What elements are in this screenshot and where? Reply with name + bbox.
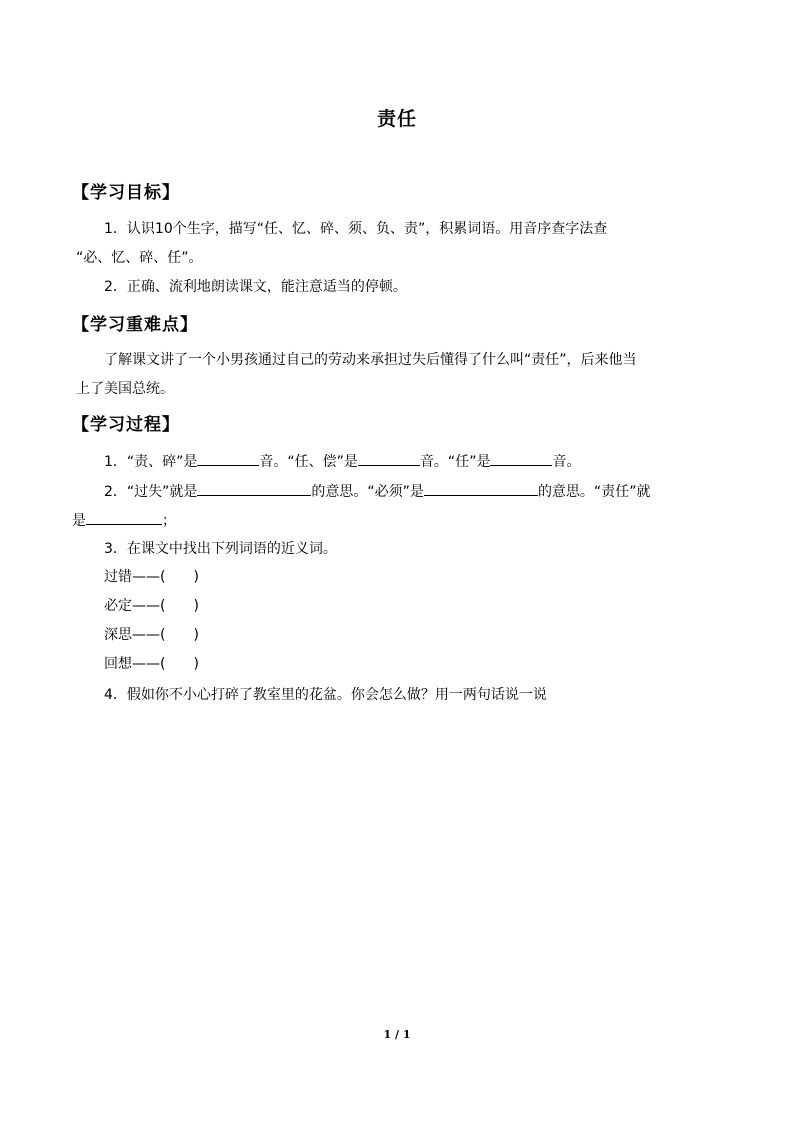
key-points-line-1: 了解课文讲了一个小男孩通过自己的劳动来承担过失后懂得了什么叫“责任”，后来他当 [104, 352, 637, 368]
question-2-line-2-end: ； [162, 513, 176, 529]
question-3-prompt: 3．在课文中找出下列词语的近义词。 [104, 541, 337, 557]
synonym-item: 深思——( ) [104, 627, 199, 643]
section-heading-goals: 【学习目标】 [72, 183, 180, 203]
synonym-item: 回想——( ) [104, 656, 199, 672]
section-heading-process: 【学习过程】 [72, 415, 180, 435]
goal-item-1-line-2: “必、忆、碎、任”。 [76, 250, 203, 266]
question-1 [104, 451, 580, 472]
question-2-part-2: 的意思。“必须”是 [311, 484, 424, 500]
question-1-part-4: 音。 [552, 454, 581, 470]
page-number: 1 / 1 [383, 1028, 411, 1041]
question-4-prompt: 4．假如你不小心打碎了教室里的花盆。你会怎么做？用一两句话说一说 [104, 687, 547, 703]
question-2-part-1: 2．“过失”就是 [104, 484, 198, 500]
question-1-part-1: 1．“责、碎”是 [104, 454, 198, 470]
answer-blank[interactable] [358, 451, 420, 466]
answer-blank[interactable] [490, 451, 552, 466]
question-1-part-3: 音。“任”是 [419, 454, 491, 470]
answer-blank[interactable] [197, 481, 311, 496]
question-2-part-3: 的意思。“责任”就 [537, 484, 651, 500]
answer-blank[interactable] [424, 481, 538, 496]
section-heading-key-points: 【学习重难点】 [72, 315, 198, 335]
question-2 [104, 481, 650, 502]
page-title: 责任 [376, 108, 417, 130]
answer-blank[interactable] [197, 451, 259, 466]
key-points-line-2: 上了美国总统。 [76, 381, 174, 397]
question-2-line-2-start: 是 [72, 513, 86, 529]
synonym-item: 必定——( ) [104, 598, 199, 614]
goal-item-1-line-1: 1．认识10个生字，描写“任、忆、碎、须、负、责”，积累词语。用音序查字法查 [104, 221, 608, 237]
synonym-item: 过错——( ) [104, 569, 199, 585]
goal-item-2: 2．正确、流利地朗读课文，能注意适当的停顿。 [104, 279, 407, 295]
question-1-part-2: 音。“任、偿”是 [259, 454, 358, 470]
question-2-line-2 [72, 510, 176, 531]
answer-blank[interactable] [86, 510, 162, 525]
